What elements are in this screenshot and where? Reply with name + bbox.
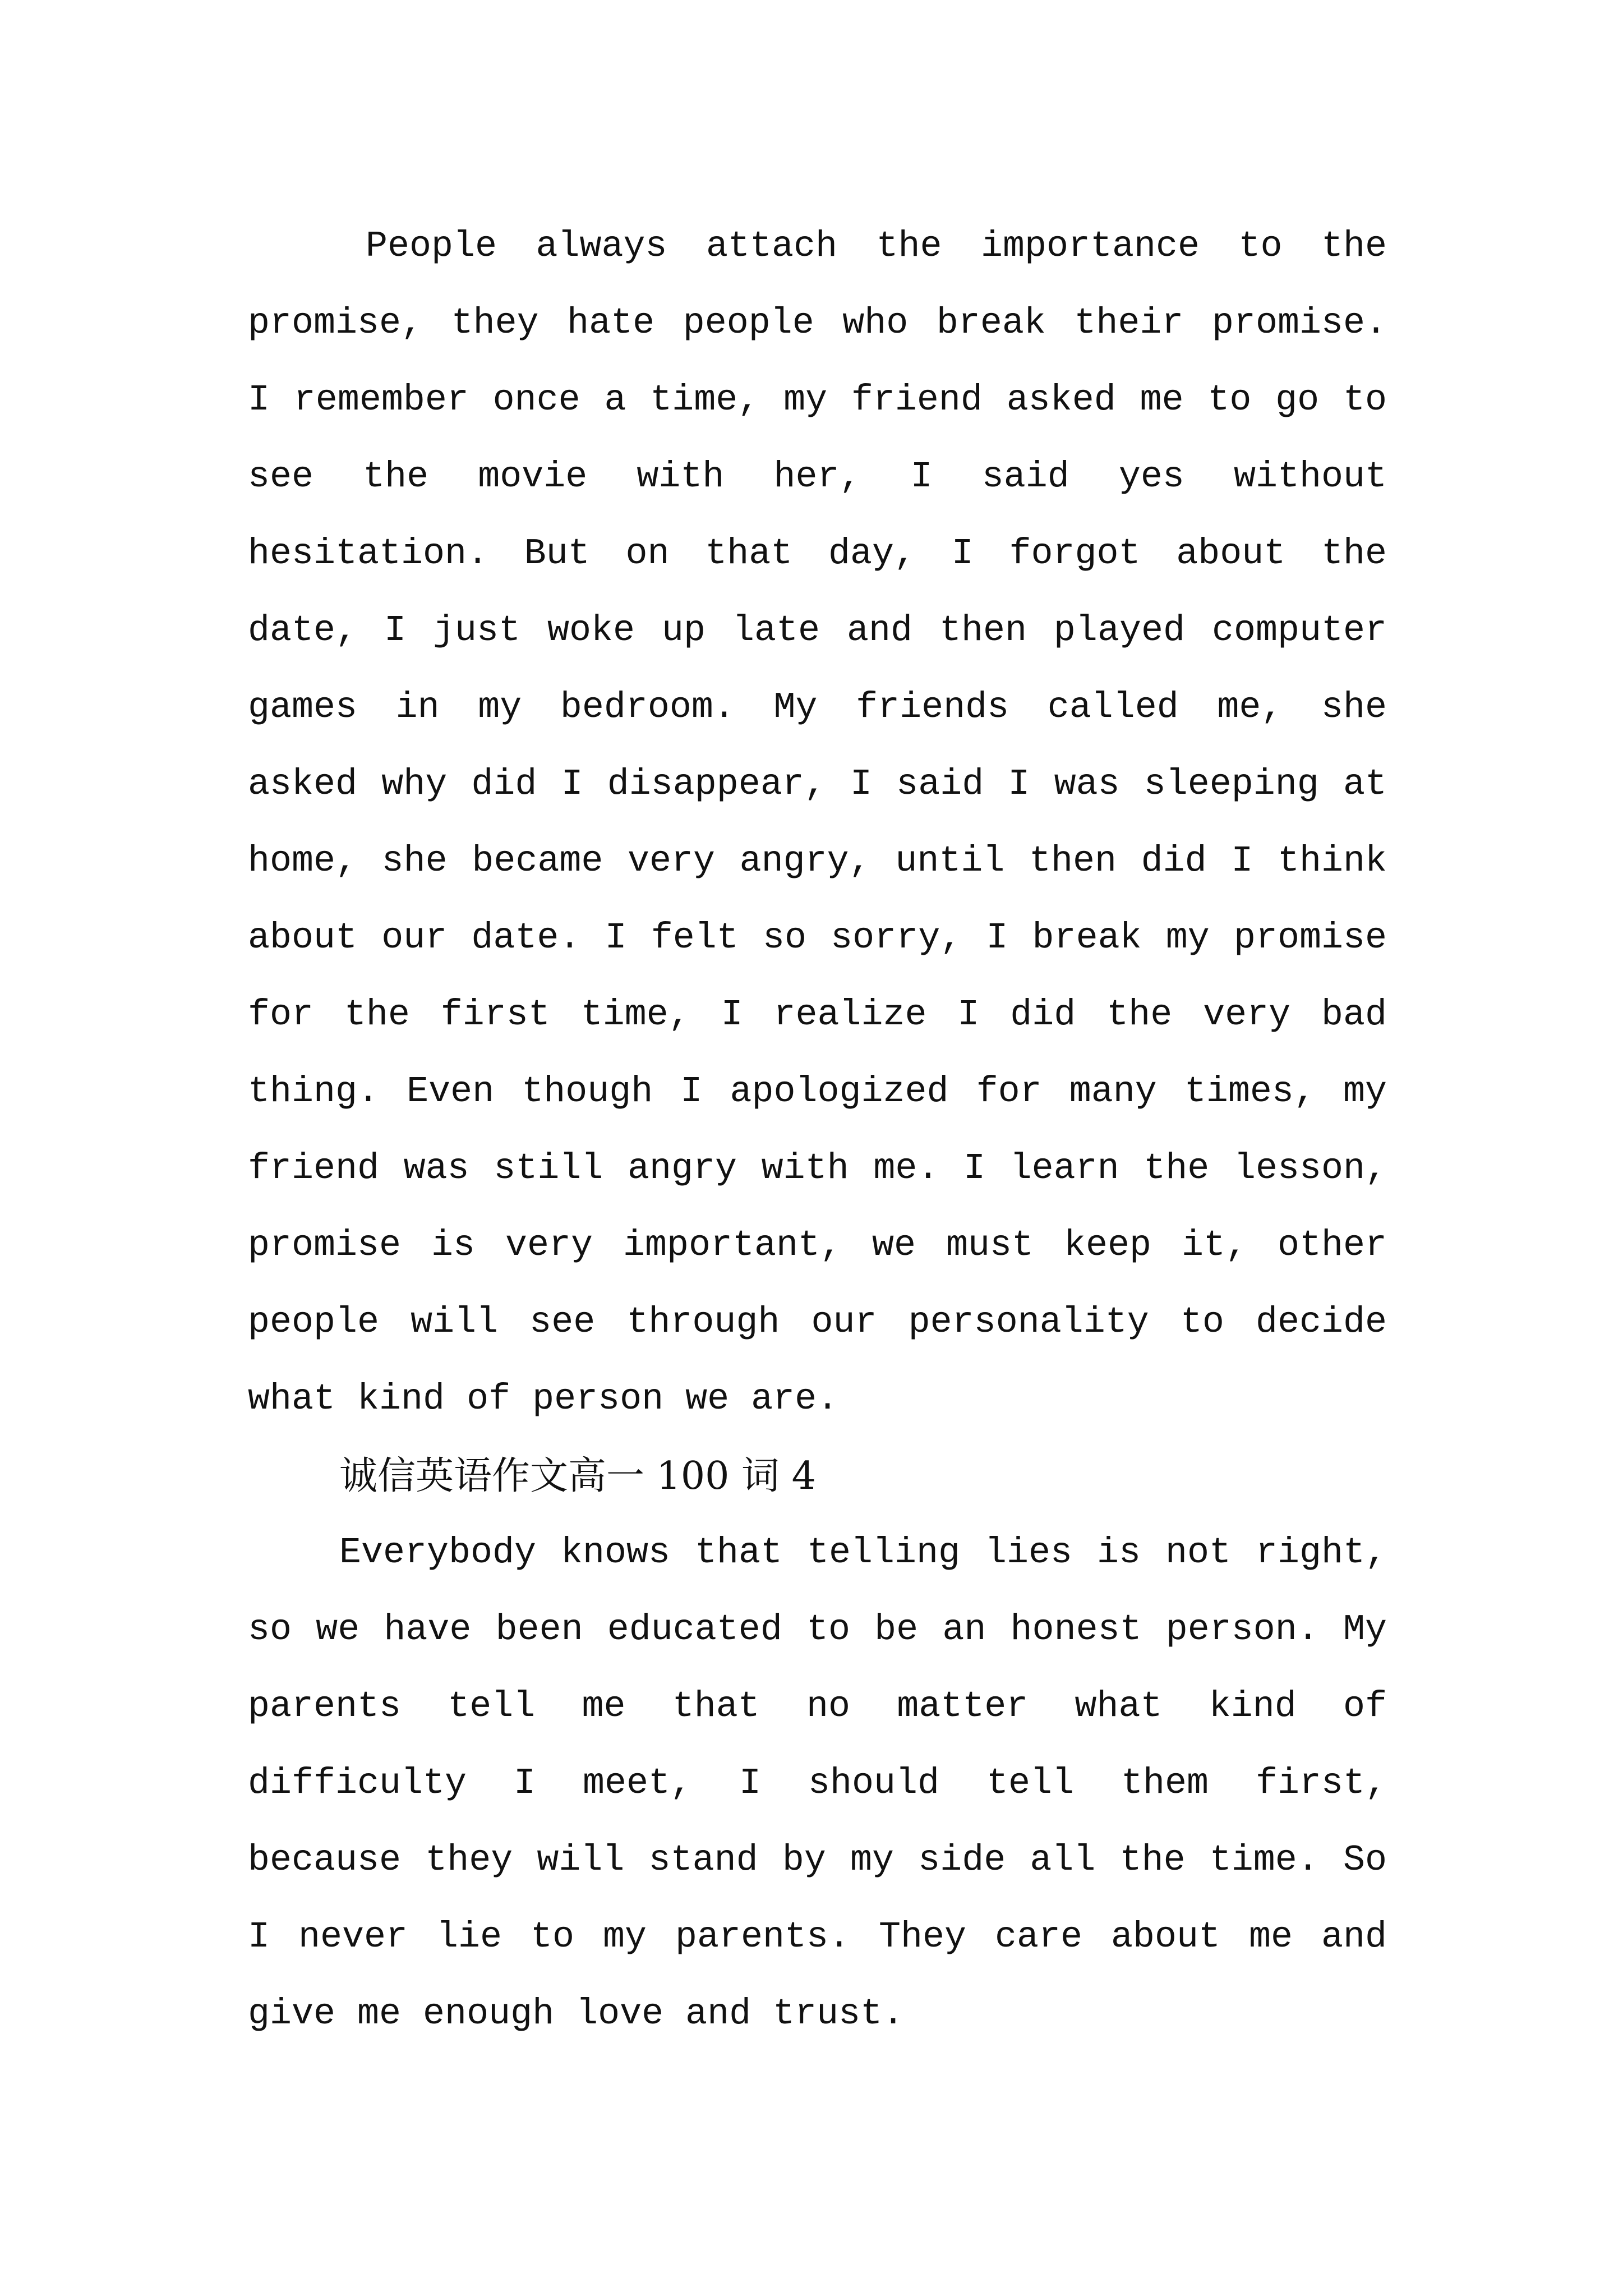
text-line: People always attach the importance to the — [366, 226, 1387, 267]
text-line: home, she became very angry, until then did I think — [248, 840, 1387, 882]
text-line: people will see through our personality to decide — [248, 1301, 1387, 1343]
document-body — [248, 208, 1387, 2053]
text-line: promise is very important, we must keep it, other — [248, 1225, 1387, 1266]
text-line: difficulty I meet, I should tell them first, — [248, 1763, 1387, 1804]
text-line: friend was still angry with me. I learn the lesson, — [248, 1148, 1387, 1189]
paragraph-2 — [248, 1515, 1387, 2053]
text-line: about our date. I felt so sorry, I break my promise — [248, 917, 1387, 959]
text-line: games in my bedroom. My friends called me, she — [248, 687, 1387, 728]
text-line: I never lie to my parents. They care about me and — [248, 1916, 1387, 1958]
text-line: see the movie with her, I said yes without — [248, 456, 1387, 498]
text-line: I remember once a time, my friend asked me to go to — [248, 379, 1387, 421]
text-line: parents tell me that no matter what kind of — [248, 1686, 1387, 1727]
text-line: so we have been educated to be an honest person. My — [248, 1609, 1387, 1650]
text-line: what kind of person we are. — [248, 1378, 839, 1420]
text-line: Everybody knows that telling lies is not right, — [339, 1532, 1387, 1573]
text-line: date, I just woke up late and then played computer — [248, 610, 1387, 651]
text-line: give me enough love and trust. — [248, 1993, 905, 2035]
text-line: because they will stand by my side all the time. So — [248, 1839, 1387, 1881]
paragraph-1 — [248, 208, 1387, 1438]
text-line: asked why did I disappear, I said I was sleeping at — [248, 763, 1387, 805]
text-line: thing. Even though I apologized for many times, my — [248, 1071, 1387, 1112]
text-line: hesitation. But on that day, I forgot about the — [248, 533, 1387, 574]
section-heading: 诚信英语作文高一 100 词 4 — [339, 1454, 816, 1498]
text-line: for the first time, I realize I did the very bad — [248, 994, 1387, 1036]
text-line: promise, they hate people who break their promise. — [248, 302, 1387, 344]
